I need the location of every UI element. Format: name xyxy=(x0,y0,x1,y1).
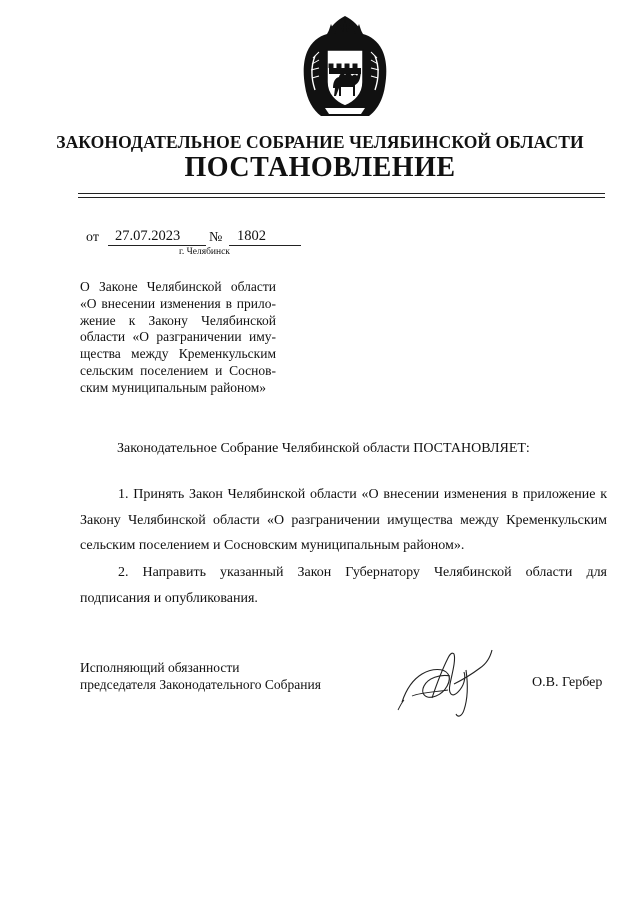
law-title-line: области «О разграничении иму- xyxy=(80,329,276,345)
law-title-line: ским муниципальным районом» xyxy=(80,379,267,395)
paragraph-2 xyxy=(80,560,607,611)
handwritten-signature-icon xyxy=(392,640,514,720)
paragraph-1 xyxy=(80,482,607,559)
paragraph-line: 1. Принять Закон Челябинской области «О внесении изменения в приложение к xyxy=(118,487,607,502)
resolves-statement: Законодательное Собрание Челябинской области ПОСТАНОВЛЯЕТ: xyxy=(117,441,530,456)
law-title-line: щества между Кременкульским xyxy=(80,346,276,362)
paragraph-line: Закону Челябинской области «О разграничении имущества между Кременкульским xyxy=(80,512,607,528)
document-city: г. Челябинск xyxy=(179,247,230,257)
date-underline xyxy=(108,245,206,246)
number-underline xyxy=(229,245,301,246)
organization-title: ЗАКОНОДАТЕЛЬНОЕ СОБРАНИЕ ЧЕЛЯБИНСКОЙ ОБЛАСТИ xyxy=(56,132,584,152)
law-title-line: «О внесении изменения в прило- xyxy=(80,295,276,311)
document-number: 1802 xyxy=(237,228,266,244)
date-prefix: от xyxy=(86,230,99,245)
chelyabinsk-coat-of-arms-icon xyxy=(297,12,393,120)
signer-position xyxy=(80,659,321,693)
paragraph-line: подписания и опубликования. xyxy=(80,590,258,606)
signer-position-line: Исполняющий обязанности xyxy=(80,660,240,675)
paragraph-line: сельским поселением и Сосновским муниципальным районом». xyxy=(80,538,465,553)
number-prefix: № xyxy=(209,230,223,245)
document-type-title: ПОСТАНОВЛЕНИЕ xyxy=(184,152,456,183)
signer-position-line: председателя Законодательного Собрания xyxy=(80,677,321,692)
document-date: 27.07.2023 xyxy=(115,228,181,244)
signer-name: О.В. Гербер xyxy=(532,675,603,690)
law-title-line: сельским поселением и Соснов- xyxy=(80,362,276,378)
paragraph-line: 2. Направить указанный Закон Губернатору Челябинской области для xyxy=(118,565,607,580)
header-divider-thick xyxy=(78,193,605,194)
law-title-line: жение к Закону Челябинской xyxy=(80,312,276,328)
law-title-line: О Законе Челябинской области xyxy=(80,279,276,294)
header-divider-thin xyxy=(78,197,605,198)
law-title-block xyxy=(80,279,276,397)
